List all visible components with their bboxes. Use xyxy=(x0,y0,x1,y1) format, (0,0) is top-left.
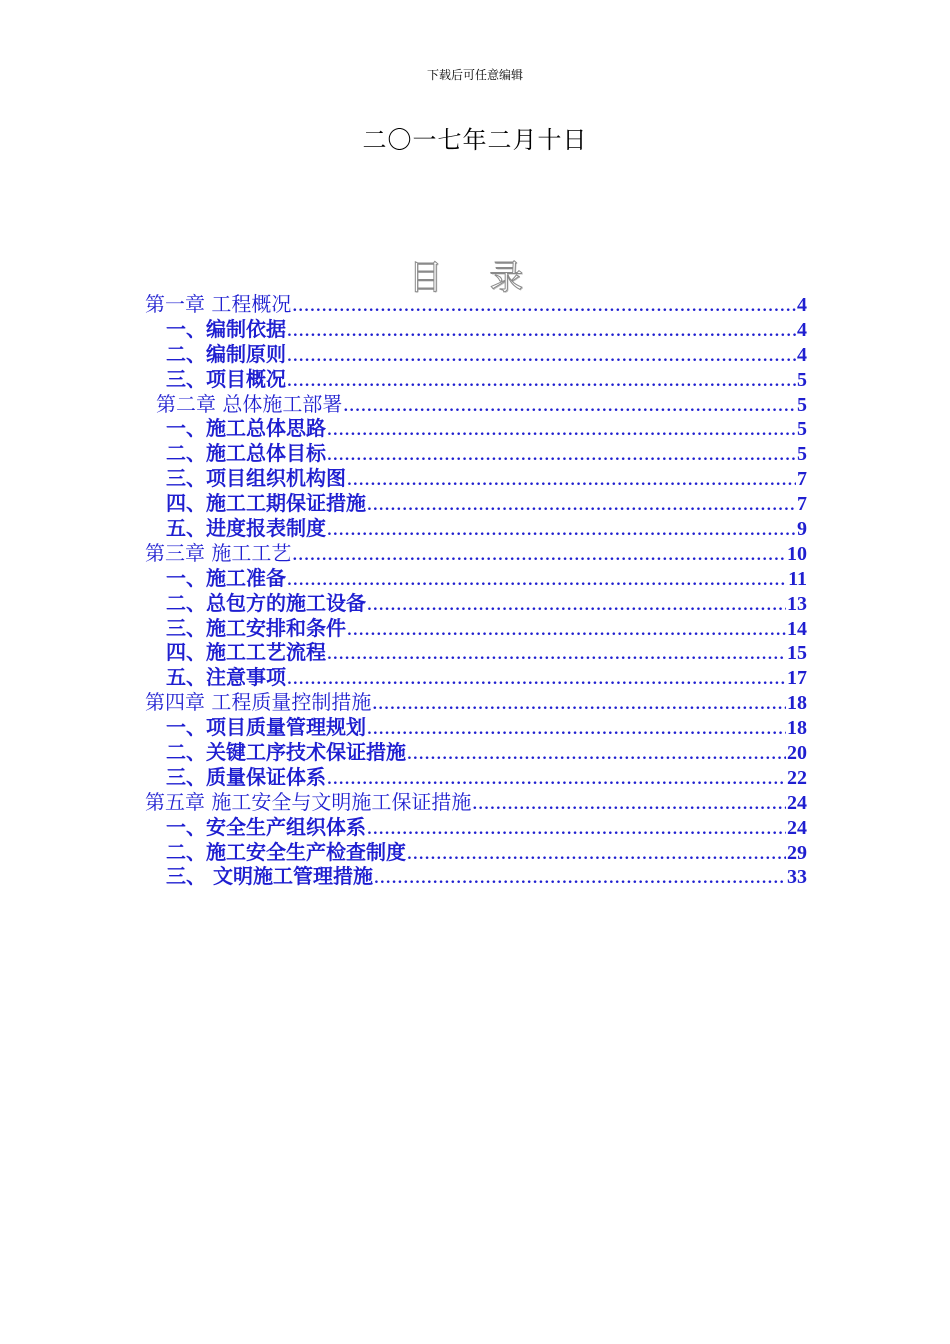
toc-chapter-entry[interactable] xyxy=(145,541,807,566)
toc-section-entry[interactable] xyxy=(145,616,807,641)
toc-section-entry[interactable] xyxy=(145,491,807,516)
toc-dot-leader xyxy=(287,345,796,370)
toc-dot-leader xyxy=(287,370,796,395)
toc-section-entry[interactable] xyxy=(145,715,807,740)
toc-section-entry[interactable] xyxy=(145,640,807,665)
toc-page-number: 24 xyxy=(787,791,807,814)
toc-entry-label: 三、项目概况 xyxy=(166,366,286,391)
toc-entry-label: 二、总包方的施工设备 xyxy=(166,590,366,615)
toc-page-number: 18 xyxy=(787,717,807,740)
toc-entry-label: 二、关键工序技术保证措施 xyxy=(166,740,406,765)
toc-dot-leader xyxy=(372,693,786,718)
toc-entry-label: 一、安全生产组织体系 xyxy=(166,814,366,839)
toc-page-number: 4 xyxy=(797,343,807,366)
toc-page-number: 17 xyxy=(787,667,807,690)
toc-section-entry[interactable] xyxy=(145,342,807,367)
toc-dot-leader xyxy=(343,395,796,420)
toc-entry-label: 四、施工工艺流程 xyxy=(166,640,326,665)
toc-dot-leader xyxy=(347,469,796,494)
toc-page-number: 10 xyxy=(787,542,807,565)
toc-page-number: 4 xyxy=(797,294,807,316)
toc-section-entry[interactable] xyxy=(145,740,807,765)
toc-dot-leader xyxy=(367,594,786,619)
toc-section-entry[interactable] xyxy=(145,466,807,491)
toc-entry-label: 第三章 施工工艺 xyxy=(145,540,292,565)
toc-page-number: 15 xyxy=(787,642,807,665)
toc-section-entry[interactable] xyxy=(145,367,807,392)
toc-entry-label: 三、 文明施工管理措施 xyxy=(166,864,373,889)
toc-chapter-entry[interactable] xyxy=(145,790,807,815)
toc-dot-leader xyxy=(292,295,796,320)
toc-page-number: 9 xyxy=(797,518,807,541)
toc-entry-label: 第一章 工程概况 xyxy=(145,292,292,316)
toc-section-entry[interactable] xyxy=(145,566,807,591)
table-of-contents xyxy=(145,292,807,889)
toc-page-number: 11 xyxy=(788,567,807,590)
toc-section-entry[interactable] xyxy=(145,840,807,865)
toc-section-entry[interactable] xyxy=(145,665,807,690)
toc-entry-label: 三、项目组织机构图 xyxy=(166,466,346,491)
toc-dot-leader xyxy=(472,793,786,818)
toc-section-entry[interactable] xyxy=(145,516,807,541)
toc-entry-label: 一、项目质量管理规划 xyxy=(166,715,366,740)
toc-section-entry[interactable] xyxy=(145,765,807,790)
toc-section-entry[interactable] xyxy=(145,864,807,889)
toc-entry-label: 二、施工安全生产检查制度 xyxy=(166,839,406,864)
toc-page-number: 18 xyxy=(787,692,807,715)
toc-page-number: 33 xyxy=(787,866,807,889)
document-date: 二〇一七年二月十日 xyxy=(362,126,588,154)
toc-dot-leader xyxy=(292,544,786,569)
toc-page-number: 5 xyxy=(797,418,807,441)
toc-page-number: 24 xyxy=(787,816,807,839)
toc-page-number: 29 xyxy=(787,841,807,864)
toc-dot-leader xyxy=(407,743,786,768)
toc-dot-leader xyxy=(287,320,796,345)
toc-dot-leader xyxy=(367,818,786,843)
toc-dot-leader xyxy=(374,867,786,892)
toc-dot-leader xyxy=(367,718,786,743)
toc-section-entry[interactable] xyxy=(145,317,807,342)
toc-entry-label: 第四章 工程质量控制措施 xyxy=(145,690,372,715)
toc-page-number: 14 xyxy=(787,617,807,640)
toc-section-entry[interactable] xyxy=(145,416,807,441)
toc-chapter-entry[interactable] xyxy=(145,292,807,317)
toc-entry-label: 二、编制原则 xyxy=(166,341,286,366)
toc-page-number: 22 xyxy=(787,766,807,789)
toc-entry-label: 三、施工安排和条件 xyxy=(166,615,346,640)
toc-section-entry[interactable] xyxy=(145,591,807,616)
toc-page-number: 5 xyxy=(797,368,807,391)
toc-section-entry[interactable] xyxy=(145,815,807,840)
header-note: 下载后可任意编辑 xyxy=(426,68,523,82)
toc-page-number: 13 xyxy=(787,592,807,615)
toc-entry-label: 二、施工总体目标 xyxy=(166,441,326,466)
toc-page-number: 5 xyxy=(797,393,807,416)
toc-dot-leader xyxy=(327,444,796,469)
toc-entry-label: 一、编制依据 xyxy=(166,316,286,341)
toc-chapter-entry[interactable] xyxy=(145,690,807,715)
toc-entry-label: 五、注意事项 xyxy=(166,665,286,690)
toc-dot-leader xyxy=(327,419,796,444)
toc-entry-label: 三、质量保证体系 xyxy=(166,764,326,789)
toc-page-number: 20 xyxy=(787,742,807,765)
toc-title: 目 录 xyxy=(408,258,542,298)
toc-dot-leader xyxy=(347,619,786,644)
toc-section-entry[interactable] xyxy=(145,441,807,466)
toc-entry-label: 四、施工工期保证措施 xyxy=(166,491,366,516)
toc-entry-label: 第五章 施工安全与文明施工保证措施 xyxy=(145,789,472,814)
toc-chapter-entry[interactable] xyxy=(145,392,807,417)
toc-page-number: 7 xyxy=(797,493,807,516)
toc-dot-leader xyxy=(367,494,796,519)
toc-dot-leader xyxy=(327,643,786,668)
toc-page-number: 7 xyxy=(797,468,807,491)
toc-dot-leader xyxy=(327,519,796,544)
toc-entry-label: 一、施工准备 xyxy=(166,565,286,590)
toc-page-number: 5 xyxy=(797,443,807,466)
toc-entry-label: 五、进度报表制度 xyxy=(166,516,326,541)
toc-entry-label: 第二章 总体施工部署 xyxy=(156,391,343,416)
toc-entry-label: 一、施工总体思路 xyxy=(166,416,326,441)
toc-page-number: 4 xyxy=(797,318,807,341)
toc-dot-leader xyxy=(407,843,786,868)
